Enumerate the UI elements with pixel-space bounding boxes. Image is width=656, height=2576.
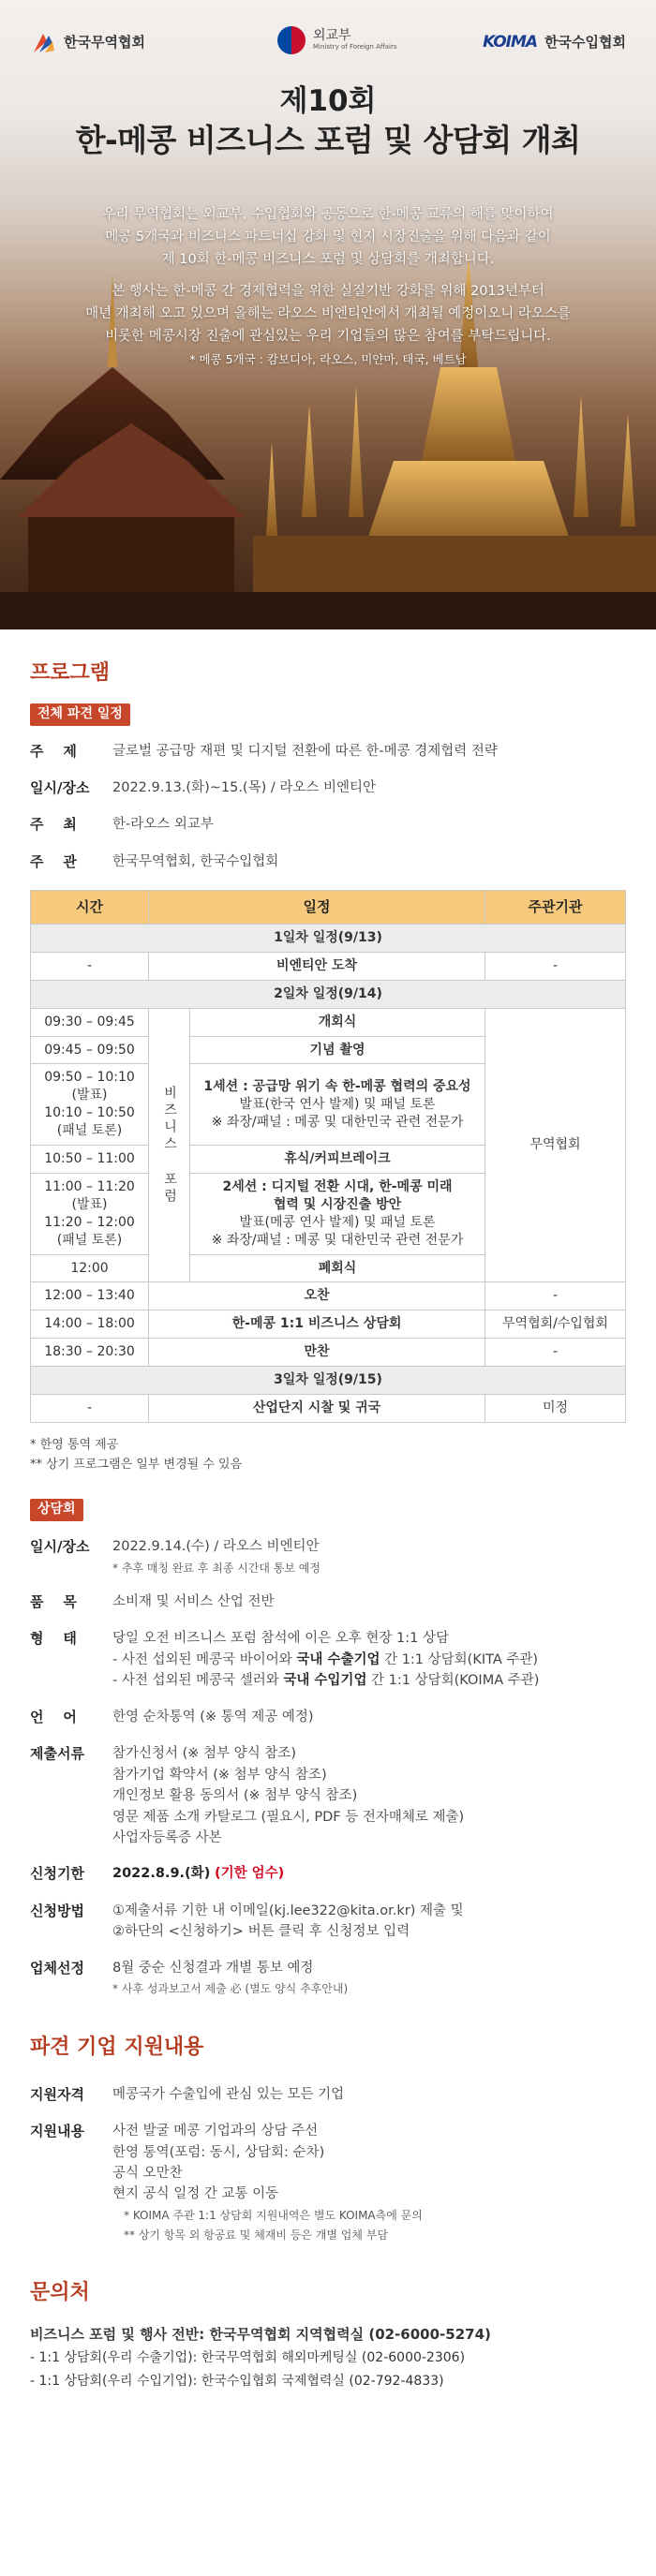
table-cell: 미정 [485, 1394, 626, 1422]
form-line [112, 1670, 626, 1691]
form-highlight: 국내 수출기업 [296, 1651, 380, 1667]
info-value: 메콩국가 수출입에 관심 있는 모든 기업 [112, 2086, 345, 2102]
selection-note: * 사후 성과보고서 제출 必 (별도 양식 추후안내) [112, 1982, 349, 1996]
contact-main: 비즈니스 포럼 및 행사 전반: 한국무역협회 지역협력실 (02-6000-5274) [30, 2326, 491, 2344]
info-key: 지원내용 [30, 2123, 84, 2140]
support-note: * KOIMA 주관 1:1 상담회 지원내역은 별도 KOIMA측에 문의 [124, 2208, 423, 2222]
table-cell: 휴식/커피브레이크 [190, 1146, 485, 1174]
info-value [112, 1743, 626, 1848]
intro-p1-line2: 메콩 5개국과 비즈니스 파트너십 강화 및 현지 시장진출을 위해 다음과 같이 [105, 229, 551, 244]
info-row [30, 2077, 626, 2113]
info-key: 품 목 [30, 1593, 77, 1611]
table-row [31, 1310, 626, 1339]
table-cell: 12:00 [31, 1254, 149, 1282]
table-cell: 폐회식 [190, 1254, 485, 1282]
mofa-emblem-icon [277, 26, 306, 54]
info-row [30, 1950, 626, 2006]
table-cell: 산업단지 시찰 및 귀국 [149, 1394, 485, 1422]
info-row [30, 807, 626, 843]
info-row [30, 1529, 626, 1584]
intro-p1-line1: 우리 무역협회는 외교부, 수입협회와 공동으로 한-메콩 교류의 해를 맞이하여 [102, 207, 554, 222]
mofa-logo [277, 26, 397, 54]
intro-p1-line3: 제 10회 한-메콩 비즈니스 포럼 및 상담회를 개최합니다. [161, 251, 495, 267]
table-cell: 무역협회 [485, 1008, 626, 1282]
info-value: 소비재 및 서비스 산업 전반 [112, 1594, 275, 1610]
intro-p2-line1: 본 행사는 한-메콩 간 경제협력을 위한 실질기반 강화를 위해 2013년부터 [112, 283, 544, 299]
table-row [31, 952, 626, 980]
support-note: ** 상기 항목 외 항공료 및 체재비 등은 개별 업체 부담 [124, 2228, 388, 2242]
session-title: 1세션 : 공급망 위기 속 한-메콩 협력의 중요성 [203, 1078, 471, 1094]
table-cell: 개회식 [190, 1008, 485, 1036]
info-key: 일시/장소 [30, 779, 90, 797]
table-cell [31, 1173, 149, 1254]
info-row [30, 1856, 626, 1892]
table-row [31, 1008, 626, 1036]
table-cell [31, 1064, 149, 1146]
table-cell: - [485, 952, 626, 980]
consultation-tag: 상담회 [30, 1499, 83, 1521]
koima-logo-mark: KOIMA [483, 33, 538, 52]
info-key: 주 제 [30, 742, 77, 760]
form-line: 당일 오전 비즈니스 포럼 참석에 이은 오후 현장 1:1 상담 [112, 1631, 449, 1647]
time-text: (발표) [71, 1196, 108, 1212]
header-organizer: 주관기관 [485, 890, 626, 924]
day3-label: 3일차 일정(9/15) [31, 1367, 626, 1395]
table-cell [190, 1064, 485, 1146]
table-cell: 무역협회/수입협회 [485, 1310, 626, 1339]
support-heading: 파견 기업 지원내용 [30, 2035, 204, 2059]
table-cell: 10:50 – 11:00 [31, 1146, 149, 1174]
session-title: 2세션 : 디지털 전환 시대, 한-메콩 미래 [222, 1178, 453, 1194]
contact-line: - 1:1 상담회(우리 수출기업): 한국무역협회 해외마케팅실 (02-6000-2306) [30, 2350, 466, 2366]
intro-paragraph-2 [56, 281, 600, 348]
time-text: 09:50 – 10:10 [44, 1070, 135, 1086]
doc-item: 참가기업 확약서 (※ 첨부 양식 참조) [112, 1767, 327, 1783]
session-text: ※ 좌장/패널 : 메콩 및 대한민국 관련 전문가 [211, 1232, 464, 1248]
mofa-logo-text: 외교부 [313, 28, 351, 44]
table-cell: 한-메콩 1:1 비즈니스 상담회 [149, 1310, 485, 1339]
info-value: 한-라오스 외교부 [112, 817, 214, 833]
deadline-date: 2022.8.9.(화) [112, 1866, 211, 1882]
doc-item: 영문 제품 소개 카탈로그 (필요시, PDF 등 전자매체로 제출) [112, 1809, 465, 1825]
info-row [30, 770, 626, 807]
time-text: (패널 토론) [56, 1232, 123, 1248]
table-row [31, 980, 626, 1008]
table-header-row [31, 890, 626, 924]
info-row [30, 733, 626, 770]
date-note: * 추후 매칭 완료 후 최종 시간대 통보 예정 [112, 1561, 321, 1575]
info-value [112, 1863, 626, 1885]
doc-item: 참가신청서 (※ 첨부 양식 참조) [112, 1746, 296, 1762]
info-key: 업체선정 [30, 1959, 84, 1976]
info-value [112, 2121, 626, 2243]
main-content [0, 629, 656, 2421]
kita-logo-text: 한국무역협회 [64, 34, 145, 52]
info-key: 지원자격 [30, 2085, 84, 2103]
table-cell: 만찬 [149, 1339, 485, 1367]
time-text: (발표) [71, 1088, 108, 1103]
support-info [30, 2077, 626, 2251]
koima-logo-text: 한국수입협회 [544, 33, 626, 51]
session-text: 발표(메콩 연사 발제) 및 패널 토론 [239, 1214, 436, 1230]
kita-logo-icon [30, 30, 56, 56]
time-text: 10:10 – 10:50 [44, 1105, 135, 1121]
forum-vertical-label: 비즈니스 포럼 [149, 1008, 190, 1282]
info-value [112, 1958, 626, 1998]
intro-p2-line3: 비롯한 메콩시장 진출에 관심있는 우리 기업들의 많은 참여를 부탁드립니다. [105, 328, 551, 344]
info-row [30, 1736, 626, 1856]
program-info [30, 733, 626, 881]
info-key: 주 최 [30, 816, 77, 834]
info-key: 신청방법 [30, 1902, 84, 1919]
doc-item: 사업자등록증 사본 [112, 1829, 222, 1845]
intro-paragraph-1 [56, 204, 600, 272]
table-row [31, 1394, 626, 1422]
session-text: ※ 좌장/패널 : 메콩 및 대한민국 관련 전문가 [211, 1114, 464, 1130]
info-value: 한영 순차통역 (※ 통역 제공 예정) [112, 1709, 314, 1725]
form-text: - 사전 섭외된 메콩국 바이어와 [112, 1651, 297, 1667]
consultation-info [30, 1529, 626, 2006]
table-cell: 12:00 – 13:40 [31, 1282, 149, 1310]
contact-heading: 문의처 [30, 2281, 90, 2305]
info-row [30, 2113, 626, 2251]
table-cell: 09:30 – 09:45 [31, 1008, 149, 1036]
page-title [0, 82, 656, 162]
table-cell: - [31, 952, 149, 980]
info-key: 주 관 [30, 852, 77, 870]
form-text: 간 1:1 상담회(KOIMA 주관) [366, 1673, 540, 1689]
table-row [31, 1339, 626, 1367]
program-heading: 프로그램 [30, 661, 111, 685]
table-row [31, 1367, 626, 1395]
mekong-countries-note: * 메콩 5개국 : 캄보디아, 라오스, 미얀마, 태국, 베트남 [189, 351, 467, 366]
contact-info [30, 2322, 626, 2421]
info-key: 일시/장소 [30, 1538, 90, 1556]
kita-logo [30, 30, 145, 56]
table-cell: 14:00 – 18:00 [31, 1310, 149, 1339]
info-row [30, 1893, 626, 1950]
intro-p2-line2: 매년 개최해 오고 있으며 올해는 라오스 비엔티안에서 개최될 예정이오니 라오스를 [85, 305, 571, 321]
day2-label: 2일차 일정(9/14) [31, 980, 626, 1008]
mofa-logo-subtext: Ministry of Foreign Affairs [313, 42, 397, 51]
selection-text: 8월 중순 신청결과 개별 통보 예정 [112, 1960, 314, 1976]
table-cell: - [31, 1394, 149, 1422]
info-value [112, 1628, 626, 1691]
time-text: 11:00 – 11:20 [44, 1178, 135, 1194]
info-key: 신청기한 [30, 1865, 84, 1883]
form-highlight: 국내 수입기업 [283, 1673, 367, 1689]
table-row [31, 1282, 626, 1310]
deadline-warning: (기한 엄수) [214, 1866, 285, 1882]
header-schedule: 일정 [149, 890, 485, 924]
info-value [112, 1901, 626, 1943]
date-text: 2022.9.14.(수) / 라오스 비엔티안 [112, 1539, 320, 1555]
support-item: 한영 통역(포럼: 동시, 상담회: 순차) [112, 2144, 325, 2160]
session-text: 발표(한국 연사 발제) 및 패널 토론 [239, 1096, 436, 1112]
info-row [30, 844, 626, 881]
support-item: 사전 발굴 메콩 기업과의 상담 주선 [112, 2124, 319, 2139]
info-row [30, 1621, 626, 1698]
header-time: 시간 [31, 890, 149, 924]
form-text: - 사전 섭외된 메콩국 셀러와 [112, 1673, 284, 1689]
title-line-1: 제10회 [279, 84, 377, 118]
info-value: 글로벌 공급망 재편 및 디지털 전환에 따른 한-메콩 경제협력 전략 [112, 743, 498, 759]
footnote: ** 상기 프로그램은 일부 변경될 수 있음 [30, 1457, 243, 1472]
hero-banner [0, 0, 656, 629]
program-footnotes [30, 1436, 626, 1475]
table-cell: 18:30 – 20:30 [31, 1339, 149, 1367]
day1-label: 1일차 일정(9/13) [31, 925, 626, 953]
footnote: * 한영 통역 제공 [30, 1437, 119, 1452]
koima-logo [483, 30, 626, 54]
table-cell: 오찬 [149, 1282, 485, 1310]
title-line-2: 한-메콩 비즈니스 포럼 및 상담회 개최 [75, 122, 581, 159]
full-schedule-tag: 전체 파견 일정 [30, 703, 130, 726]
table-cell: - [485, 1282, 626, 1310]
session-title: 협력 및 시장진출 방안 [273, 1196, 402, 1212]
info-key: 언 어 [30, 1708, 77, 1725]
table-cell [190, 1173, 485, 1254]
contact-line: - 1:1 상담회(우리 수입기업): 한국수입협회 국제협력실 (02-792-4833) [30, 2373, 444, 2389]
info-key: 형 태 [30, 1630, 77, 1648]
logo-row [0, 26, 656, 64]
table-cell: - [485, 1339, 626, 1367]
info-row [30, 1584, 626, 1621]
info-key: 제출서류 [30, 1745, 84, 1763]
info-value [112, 1536, 626, 1577]
table-cell: 비엔티안 도착 [149, 952, 485, 980]
table-cell: 기념 촬영 [190, 1036, 485, 1064]
method-line: ①제출서류 기한 내 이메일(kj.lee322@kita.or.kr) 제출 및 [112, 1902, 464, 1918]
info-value: 한국무역협회, 한국수입협회 [112, 853, 279, 869]
method-line: ②하단의 <신청하기> 버튼 클릭 후 신청정보 입력 [112, 1924, 410, 1940]
doc-item: 개인정보 활용 동의서 (※ 첨부 양식 참조) [112, 1788, 358, 1804]
time-text: 11:20 – 12:00 [44, 1214, 135, 1230]
support-item: 현지 공식 일정 간 교통 이동 [112, 2186, 279, 2202]
table-row [31, 925, 626, 953]
form-line [112, 1650, 626, 1670]
form-text: 간 1:1 상담회(KITA 주관) [380, 1651, 539, 1667]
intro-description [0, 204, 656, 369]
time-text: (패널 토론) [56, 1123, 123, 1139]
info-row [30, 1699, 626, 1736]
support-item: 공식 오만찬 [112, 2165, 183, 2181]
schedule-table [30, 890, 626, 1423]
table-cell: 09:45 – 09:50 [31, 1036, 149, 1064]
info-value: 2022.9.13.(화)~15.(목) / 라오스 비엔티안 [112, 780, 377, 796]
